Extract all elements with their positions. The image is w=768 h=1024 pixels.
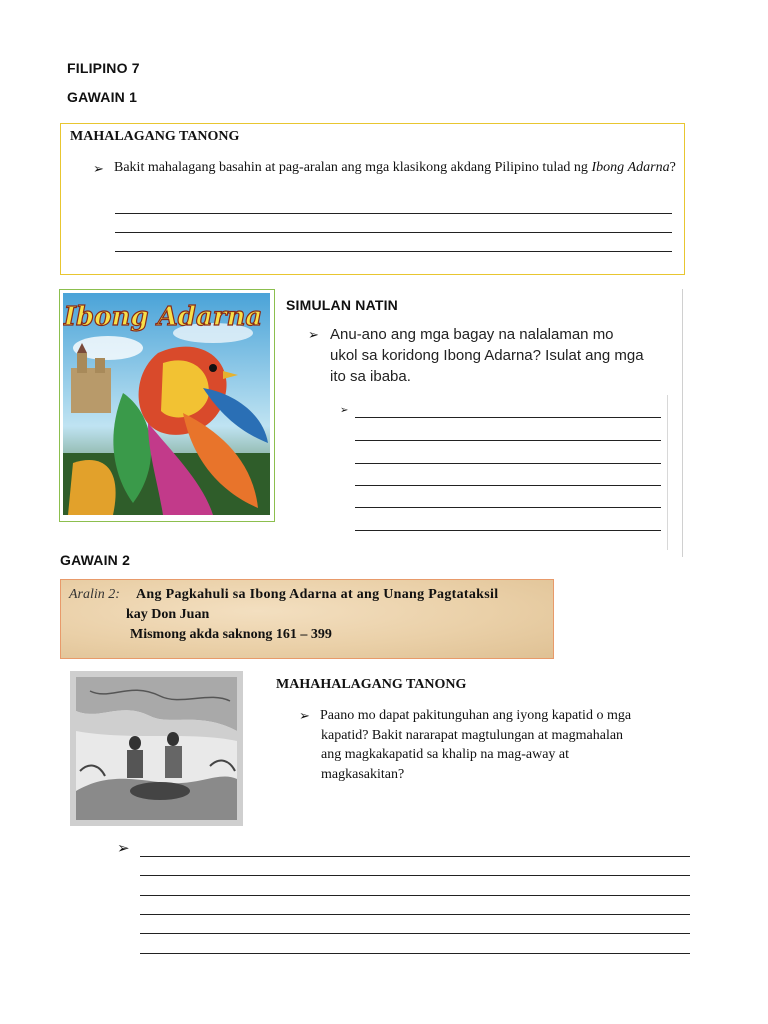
answer-line[interactable]	[140, 953, 690, 954]
question-italic-adarna: Adarna	[627, 160, 670, 175]
sketch-image	[70, 671, 243, 826]
question-line: ang magkakapatid sa khalip na mag-away at	[321, 747, 570, 762]
arrow-bullet-icon: ➢	[340, 405, 349, 416]
answer-line[interactable]	[115, 213, 672, 214]
gawain2-title: GAWAIN 2	[60, 552, 131, 568]
answer-line[interactable]	[115, 251, 672, 252]
subject-title: FILIPINO 7	[67, 60, 140, 76]
sketch-illustration-icon	[70, 671, 243, 826]
answer-line[interactable]	[140, 856, 690, 857]
essential-question-heading: MAHALAGANG TANONG	[70, 129, 240, 144]
simulan-question-line: ito sa ibaba.	[330, 368, 411, 385]
question-italic-ibong: Ibong	[591, 160, 625, 175]
answer-line[interactable]	[355, 507, 661, 508]
answer-line[interactable]	[355, 485, 661, 486]
answer-line[interactable]	[140, 933, 690, 934]
essential-question-heading-2: MAHAHALAGANG TANONG	[276, 677, 467, 692]
answer-line[interactable]	[355, 440, 661, 441]
ibong-adarna-bird-illustration-icon	[63, 293, 270, 515]
aralin-title-line2: kay Don Juan	[126, 607, 210, 622]
aralin-title-line1: Ang Pagkahuli sa Ibong Adarna at ang Unang Pagtataksil	[136, 587, 499, 602]
arrow-bullet-icon: ➢	[299, 708, 310, 723]
answer-line[interactable]	[355, 530, 661, 531]
aralin-title-line3: Mismong akda saknong 161 – 399	[130, 627, 332, 642]
simulan-question-line: Anu-ano ang mga bagay na nalalaman mo	[330, 326, 614, 343]
answer-line[interactable]	[355, 463, 661, 464]
aralin-label: Aralin 2:	[69, 587, 120, 602]
simulan-question	[330, 324, 644, 387]
essential-question-box	[60, 123, 685, 275]
question-line: magkasakitan?	[321, 766, 405, 782]
question-line: Paano mo dapat pakitunguhan ang iyong kapatid o mga	[320, 708, 632, 723]
question-line: kapatid? Bakit nararapat magtulungan at magmahalan	[321, 727, 624, 743]
question-text-main: Bakit mahalagang basahin at pag-aralan ang mga klasikong akdang Pilipino tulad ng	[114, 160, 592, 175]
simulan-question-line: ukol sa koridong Ibong Adarna? Isulat ang mga	[330, 347, 644, 364]
answer-line[interactable]	[115, 232, 672, 233]
answer-line[interactable]	[140, 875, 690, 876]
answer-line[interactable]	[140, 895, 690, 896]
arrow-bullet-icon: ➢	[93, 161, 104, 176]
image-title-text: Ibong Adarna	[63, 302, 263, 332]
vertical-divider	[682, 289, 683, 557]
gawain1-title: GAWAIN 1	[67, 89, 138, 105]
essential-question-text	[114, 158, 679, 178]
arrow-bullet-icon: ➢	[117, 841, 130, 857]
ibong-adarna-image-frame	[59, 289, 275, 522]
inner-divider	[667, 395, 668, 550]
simulan-heading: SIMULAN NATIN	[286, 297, 398, 313]
answer-line[interactable]	[140, 914, 690, 915]
arrow-bullet-icon: ➢	[308, 327, 319, 342]
answer-line[interactable]	[355, 417, 661, 418]
essential-question-text-2-cont	[321, 726, 623, 785]
question-end: ?	[669, 160, 676, 175]
essential-question-text-2	[320, 706, 631, 726]
